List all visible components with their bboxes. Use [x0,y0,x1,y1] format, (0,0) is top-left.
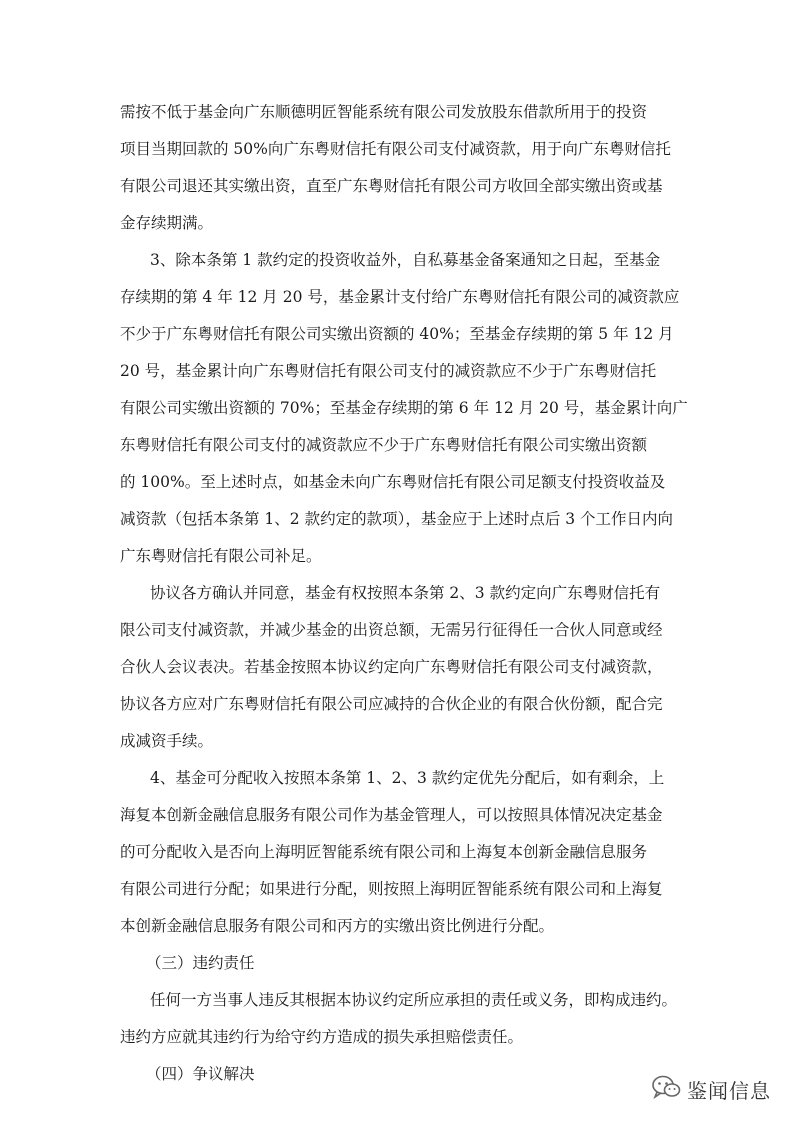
text-line: 项目当期回款的 50%向广东粤财信托有限公司支付减资款，用于向广东粤财信托 [120,140,671,158]
text-line: 本创新金融信息服务有限公司和丙方的实缴出资比例进行分配。 [120,917,555,935]
wechat-icon [651,1074,681,1104]
text-line: 成减资手续。 [120,732,214,750]
text-line: 东粤财信托有限公司支付的减资款应不少于广东粤财信托有限公司实缴出资额 [120,436,648,454]
text-line: 20 号，基金累计向广东粤财信托有限公司支付的减资款应不少于广东粤财信托 [120,362,657,380]
watermark [651,1074,771,1104]
text-line: 减资款（包括本条第 1、2 款约定的款项），基金应于上述时点后 3 个工作日内向 [120,510,674,528]
text-line: 协议各方确认并同意，基金有权按照本条第 2、3 款约定向广东粤财信托有 [150,584,661,602]
text-line: 4、基金可分配收入按照本条第 1、2、3 款约定优先分配后，如有剩余，上 [150,769,665,787]
text-line: 海复本创新金融信息服务有限公司作为基金管理人，可以按照具体情况决定基金 [120,806,663,824]
text-line: 的可分配收入是否向上海明匠智能系统有限公司和上海复本创新金融信息服务 [120,843,648,861]
text-line: 不少于广东粤财信托有限公司实缴出资额的 40%；至基金存续期的第 5 年 12 月 [120,325,674,343]
text-line: 需按不低于基金向广东顺德明匠智能系统有限公司发放股东借款所用于的投资 [120,103,648,121]
section-heading: （三）违约责任 [146,954,255,972]
text-line: 合伙人会议表决。若基金按照本协议约定向广东粤财信托有限公司支付减资款， [120,658,663,676]
text-line: 有限公司进行分配；如果进行分配，则按照上海明匠智能系统有限公司和上海复 [120,880,663,898]
watermark-text: 鉴闻信息 [687,1078,771,1103]
text-line: 金存续期满。 [120,214,214,232]
text-line: 的 100%。至上述时点，如基金未向广东粤财信托有限公司足额支付投资收益及 [120,473,666,491]
text-line: 限公司支付减资款，并减少基金的出资总额，无需另行征得任一合伙人同意或经 [120,621,663,639]
text-line: 违约方应就其违约行为给守约方造成的损失承担赔偿责任。 [120,1028,524,1046]
text-line: 有限公司实缴出资额的 70%；至基金存续期的第 6 年 12 月 20 号，基金累计向广 [120,399,688,417]
section-heading: （四）争议解决 [146,1065,255,1083]
text-line: 有限公司退还其实缴出资，直至广东粤财信托有限公司方收回全部实缴出资或基 [120,177,663,195]
text-line: 3、除本条第 1 款约定的投资收益外，自私募基金备案通知之日起，至基金 [150,251,661,269]
text-line: 广东粤财信托有限公司补足。 [120,547,322,565]
text-line: 存续期的第 4 年 12 月 20 号，基金累计支付给广东粤财信托有限公司的减资款应 [120,288,680,306]
text-line: 任何一方当事人违反其根据本协议约定所应承担的责任或义务，即构成违约。 [150,991,678,1009]
text-line: 协议各方应对广东粤财信托有限公司应减持的合伙企业的有限合伙份额，配合完 [120,695,663,713]
